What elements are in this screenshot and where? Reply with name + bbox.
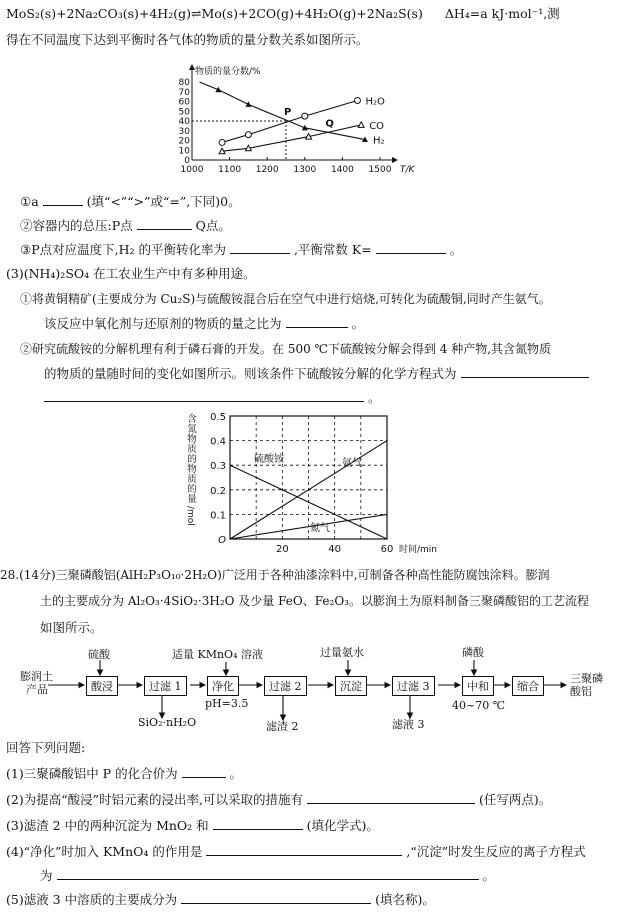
part3-s2-line1: ②研究硫酸铵的分解机理有利于磷石膏的开发。在 500 ℃下硫酸铵分解会得到 4 种产物,其含氮物质 xyxy=(20,342,552,356)
flow-step-filter-2: 过滤 2 xyxy=(264,676,307,696)
question-3 xyxy=(6,816,379,834)
answer-blank[interactable] xyxy=(307,791,475,804)
question-item-3 xyxy=(20,240,462,258)
series-label: 氨气 xyxy=(342,458,362,469)
flow-input-phosphoric-acid: 磷酸 xyxy=(462,646,484,659)
chart-nitrogen-species-vs-time xyxy=(182,408,442,558)
question-4 xyxy=(6,842,586,860)
y-tick-label: 80 xyxy=(178,78,190,88)
y-axis-label-char: 量 xyxy=(187,494,197,505)
x-tick-label: 1300 xyxy=(293,165,317,175)
q4-end: 。 xyxy=(482,868,495,883)
flow-product xyxy=(570,672,603,698)
y-axis-label-unit: /mol xyxy=(185,506,195,526)
flow-start-line1: 膨润土 xyxy=(20,670,53,683)
answer-blank[interactable] xyxy=(206,843,402,856)
q2-end: (任写两点)。 xyxy=(478,792,552,807)
y-tick-label: 0.5 xyxy=(210,412,226,423)
answer-blank[interactable] xyxy=(44,389,364,402)
x-tick-label: 60 xyxy=(380,544,394,555)
y-tick-label: 10 xyxy=(178,146,190,157)
s1-line2-text: 该反应中氧化剂与还原剂的物质的量之比为 xyxy=(44,316,282,331)
y-tick-label: 30 xyxy=(178,126,190,137)
part3-s2-line2 xyxy=(44,364,589,382)
flow-step-filter-3: 过滤 3 xyxy=(392,676,435,696)
origin-label: O xyxy=(218,535,226,546)
q2-text: (2)为提高“酸浸”时铝元素的浸出率,可以采取的措施有 xyxy=(6,792,303,807)
q1-text: (1)三聚磷酸铝中 P 的化合价为 xyxy=(6,766,178,781)
flow-step-filter-1: 过滤 1 xyxy=(144,676,187,696)
flow-output-filtrate-3: 滤液 3 xyxy=(392,718,425,731)
answer-blank[interactable] xyxy=(286,315,348,328)
q28-line2: 土的主要成分为 Al₂O₃·4SiO₂·3H₂O 及少量 FeO、Fe₂O₃。以膨润土为原料制备三聚磷酸铝的工艺流程 xyxy=(40,594,589,608)
q5-end: (填名称)。 xyxy=(375,892,435,907)
flow-condition-ph: pH=3.5 xyxy=(205,697,249,710)
series-line-triangle xyxy=(222,125,361,151)
item3-end: 。 xyxy=(449,242,463,257)
q5-text: (5)滤液 3 中溶质的主要成分为 xyxy=(6,892,178,907)
y-axis-label-char: 物 xyxy=(187,434,197,445)
x-tick-label: 1100 xyxy=(218,165,242,175)
y-axis-label-char: 物 xyxy=(187,464,197,475)
series-line-filled-triangle xyxy=(200,82,365,140)
x-tick-label: 20 xyxy=(275,544,289,555)
q28-line3: 如图所示。 xyxy=(40,620,103,635)
x-tick-label: 1200 xyxy=(255,165,279,175)
x-tick-label: 40 xyxy=(328,544,342,555)
item2-prefix: ②容器内的总压:P点 xyxy=(20,218,133,233)
point-label-q: Q xyxy=(325,118,334,130)
y-axis-label-char: 的 xyxy=(187,454,197,465)
y-tick-label: 0.3 xyxy=(210,461,226,473)
answer-blank[interactable] xyxy=(213,817,303,830)
q4-line2-text: 为 xyxy=(40,868,53,883)
flow-input-ammonia: 过量氨水 xyxy=(320,646,364,659)
answer-blank[interactable] xyxy=(182,765,226,778)
data-point-circle xyxy=(245,132,251,138)
x-tick-label: 1000 xyxy=(180,165,204,175)
question-2 xyxy=(6,790,551,808)
flow-step-precipitate: 沉淀 xyxy=(335,676,367,696)
y-axis-label-char: 的 xyxy=(187,484,197,495)
question-1 xyxy=(6,764,242,782)
x-tick-label: 1400 xyxy=(330,165,354,175)
y-tick-label: 0.1 xyxy=(210,510,226,522)
question-4-line2 xyxy=(40,866,495,884)
s2-line2-text: 的物质的量随时间的变化如图所示。则该条件下硫酸铵分解的化学方程式为 xyxy=(44,366,457,381)
flow-output-residue-2: 滤渣 2 xyxy=(266,720,299,733)
question-5 xyxy=(6,890,435,908)
question-item-2 xyxy=(20,216,231,234)
data-point-triangle xyxy=(358,122,364,128)
item1-prefix: ①a xyxy=(20,194,39,209)
data-point-filled-triangle xyxy=(302,125,308,131)
data-point-circle xyxy=(354,98,360,104)
x-axis-arrow xyxy=(392,157,398,163)
q3-text: (3)滤渣 2 中的两种沉淀为 MnO₂ 和 xyxy=(6,818,209,833)
series-label: 氮气 xyxy=(310,523,330,534)
x-tick-label: 1500 xyxy=(368,165,392,175)
answer-blank[interactable] xyxy=(137,217,192,230)
q3-end: (填化学式)。 xyxy=(306,818,379,833)
questions-header: 回答下列问题: xyxy=(6,740,86,755)
flow-output-silica: SiO₂·nH₂O xyxy=(138,716,197,729)
y-axis-label-char: 氮 xyxy=(187,424,197,435)
intro-line-2: 得在不同温度下达到平衡时各气体的物质的量分数关系如图所示。 xyxy=(6,32,369,47)
flow-product-line1: 三聚磷 xyxy=(570,672,603,685)
flow-product-line2: 酸铝 xyxy=(570,685,592,698)
y-tick-label: 40 xyxy=(178,117,190,127)
s2-end: 。 xyxy=(367,390,381,405)
flow-input-sulfuric-acid: 硫酸 xyxy=(88,648,110,661)
data-point-circle xyxy=(219,139,225,145)
item1-suffix: (填“<”“>”或“=”,下同)0。 xyxy=(86,194,241,209)
flow-start xyxy=(20,670,53,696)
data-point-filled-triangle xyxy=(245,101,251,107)
part3-s2-line3 xyxy=(44,388,381,406)
y-tick-label: 0 xyxy=(184,156,190,166)
answer-blank[interactable] xyxy=(376,241,446,254)
data-point-circle xyxy=(302,113,308,119)
y-tick-label: 60 xyxy=(178,97,190,108)
series-label: H₂ xyxy=(372,135,385,147)
flow-condition-temperature: 40~70 ℃ xyxy=(452,699,506,712)
item3-mid: ,平衡常数 K= xyxy=(293,242,372,257)
q4-text: (4)“净化”时加入 KMnO₄ 的作用是 xyxy=(6,844,203,859)
series-label: H₂O xyxy=(365,96,385,108)
part3-header: (3)(NH₄)₂SO₄ 在工农业生产中有多种用途。 xyxy=(6,266,256,281)
enthalpy-text: ΔH₄=a kJ·mol⁻¹,测 xyxy=(444,6,560,21)
part3-s1-line1: ①将黄铜精矿(主要成分为 Cu₂S)与硫酸铵混合后在空气中进行焙烧,可转化为硫酸铜,同时产生氨气。 xyxy=(20,292,551,306)
reaction-equation-line xyxy=(6,4,560,22)
flow-step-neutralize: 中和 xyxy=(462,676,494,696)
y-tick-label: 70 xyxy=(178,87,190,98)
point-label-p: P xyxy=(284,107,292,118)
q4-mid: ,“沉淀”时发生反应的离子方程式 xyxy=(406,844,586,859)
question-item-1 xyxy=(20,192,241,210)
q28-line1: 28.(14分)三聚磷酸铝(AlH₂P₃O₁₀·2H₂O)广泛用于各种油漆涂料中,可制备各种高性能防腐蚀涂料。膨润 xyxy=(0,568,550,582)
flow-step-purify: 净化 xyxy=(207,676,239,696)
process-flow-diagram xyxy=(0,640,636,733)
y-axis-label-char: 质 xyxy=(187,444,197,455)
y-tick-label: 50 xyxy=(178,107,190,118)
q1-end: 。 xyxy=(229,766,243,781)
x-axis-label: 时间/min xyxy=(399,545,438,555)
y-tick-label: 0.4 xyxy=(210,436,226,448)
item2-suffix: Q点。 xyxy=(195,218,231,233)
flow-step-acid-leach: 酸浸 xyxy=(86,676,118,696)
y-axis-label-char: 含 xyxy=(187,414,197,425)
item3-prefix: ③P点对应温度下,H₂ 的平衡转化率为 xyxy=(20,242,226,257)
answer-blank[interactable] xyxy=(230,241,290,254)
s1-end: 。 xyxy=(351,316,364,331)
flow-step-condense: 缩合 xyxy=(512,676,544,696)
answer-blank[interactable] xyxy=(461,365,589,378)
flow-start-line2: 产品 xyxy=(26,683,48,696)
answer-blank[interactable] xyxy=(57,867,479,880)
answer-blank[interactable] xyxy=(43,193,83,206)
answer-blank[interactable] xyxy=(181,891,371,904)
series-label: 硫酸铵 xyxy=(254,454,284,465)
series-label: CO xyxy=(369,120,385,132)
y-tick-label: 20 xyxy=(178,136,190,147)
y-axis-label-char: 质 xyxy=(187,474,197,485)
y-tick-label: 0.2 xyxy=(210,485,226,497)
x-axis-label: T/K xyxy=(400,165,415,175)
data-point-filled-triangle xyxy=(215,87,221,93)
chart-mole-fraction-vs-temperature xyxy=(180,62,520,187)
part3-s1-line2 xyxy=(44,314,364,332)
flow-input-kmno4: 适量 KMnO₄ 溶液 xyxy=(172,648,263,661)
reaction-equation: MoS₂(s)+2Na₂CO₃(s)+4H₂(g)⇌Mo(s)+2CO(g)+4H₂O(g)+2Na₂S(s) xyxy=(6,6,423,21)
y-axis-label: 物质的量分数/% xyxy=(195,67,261,77)
